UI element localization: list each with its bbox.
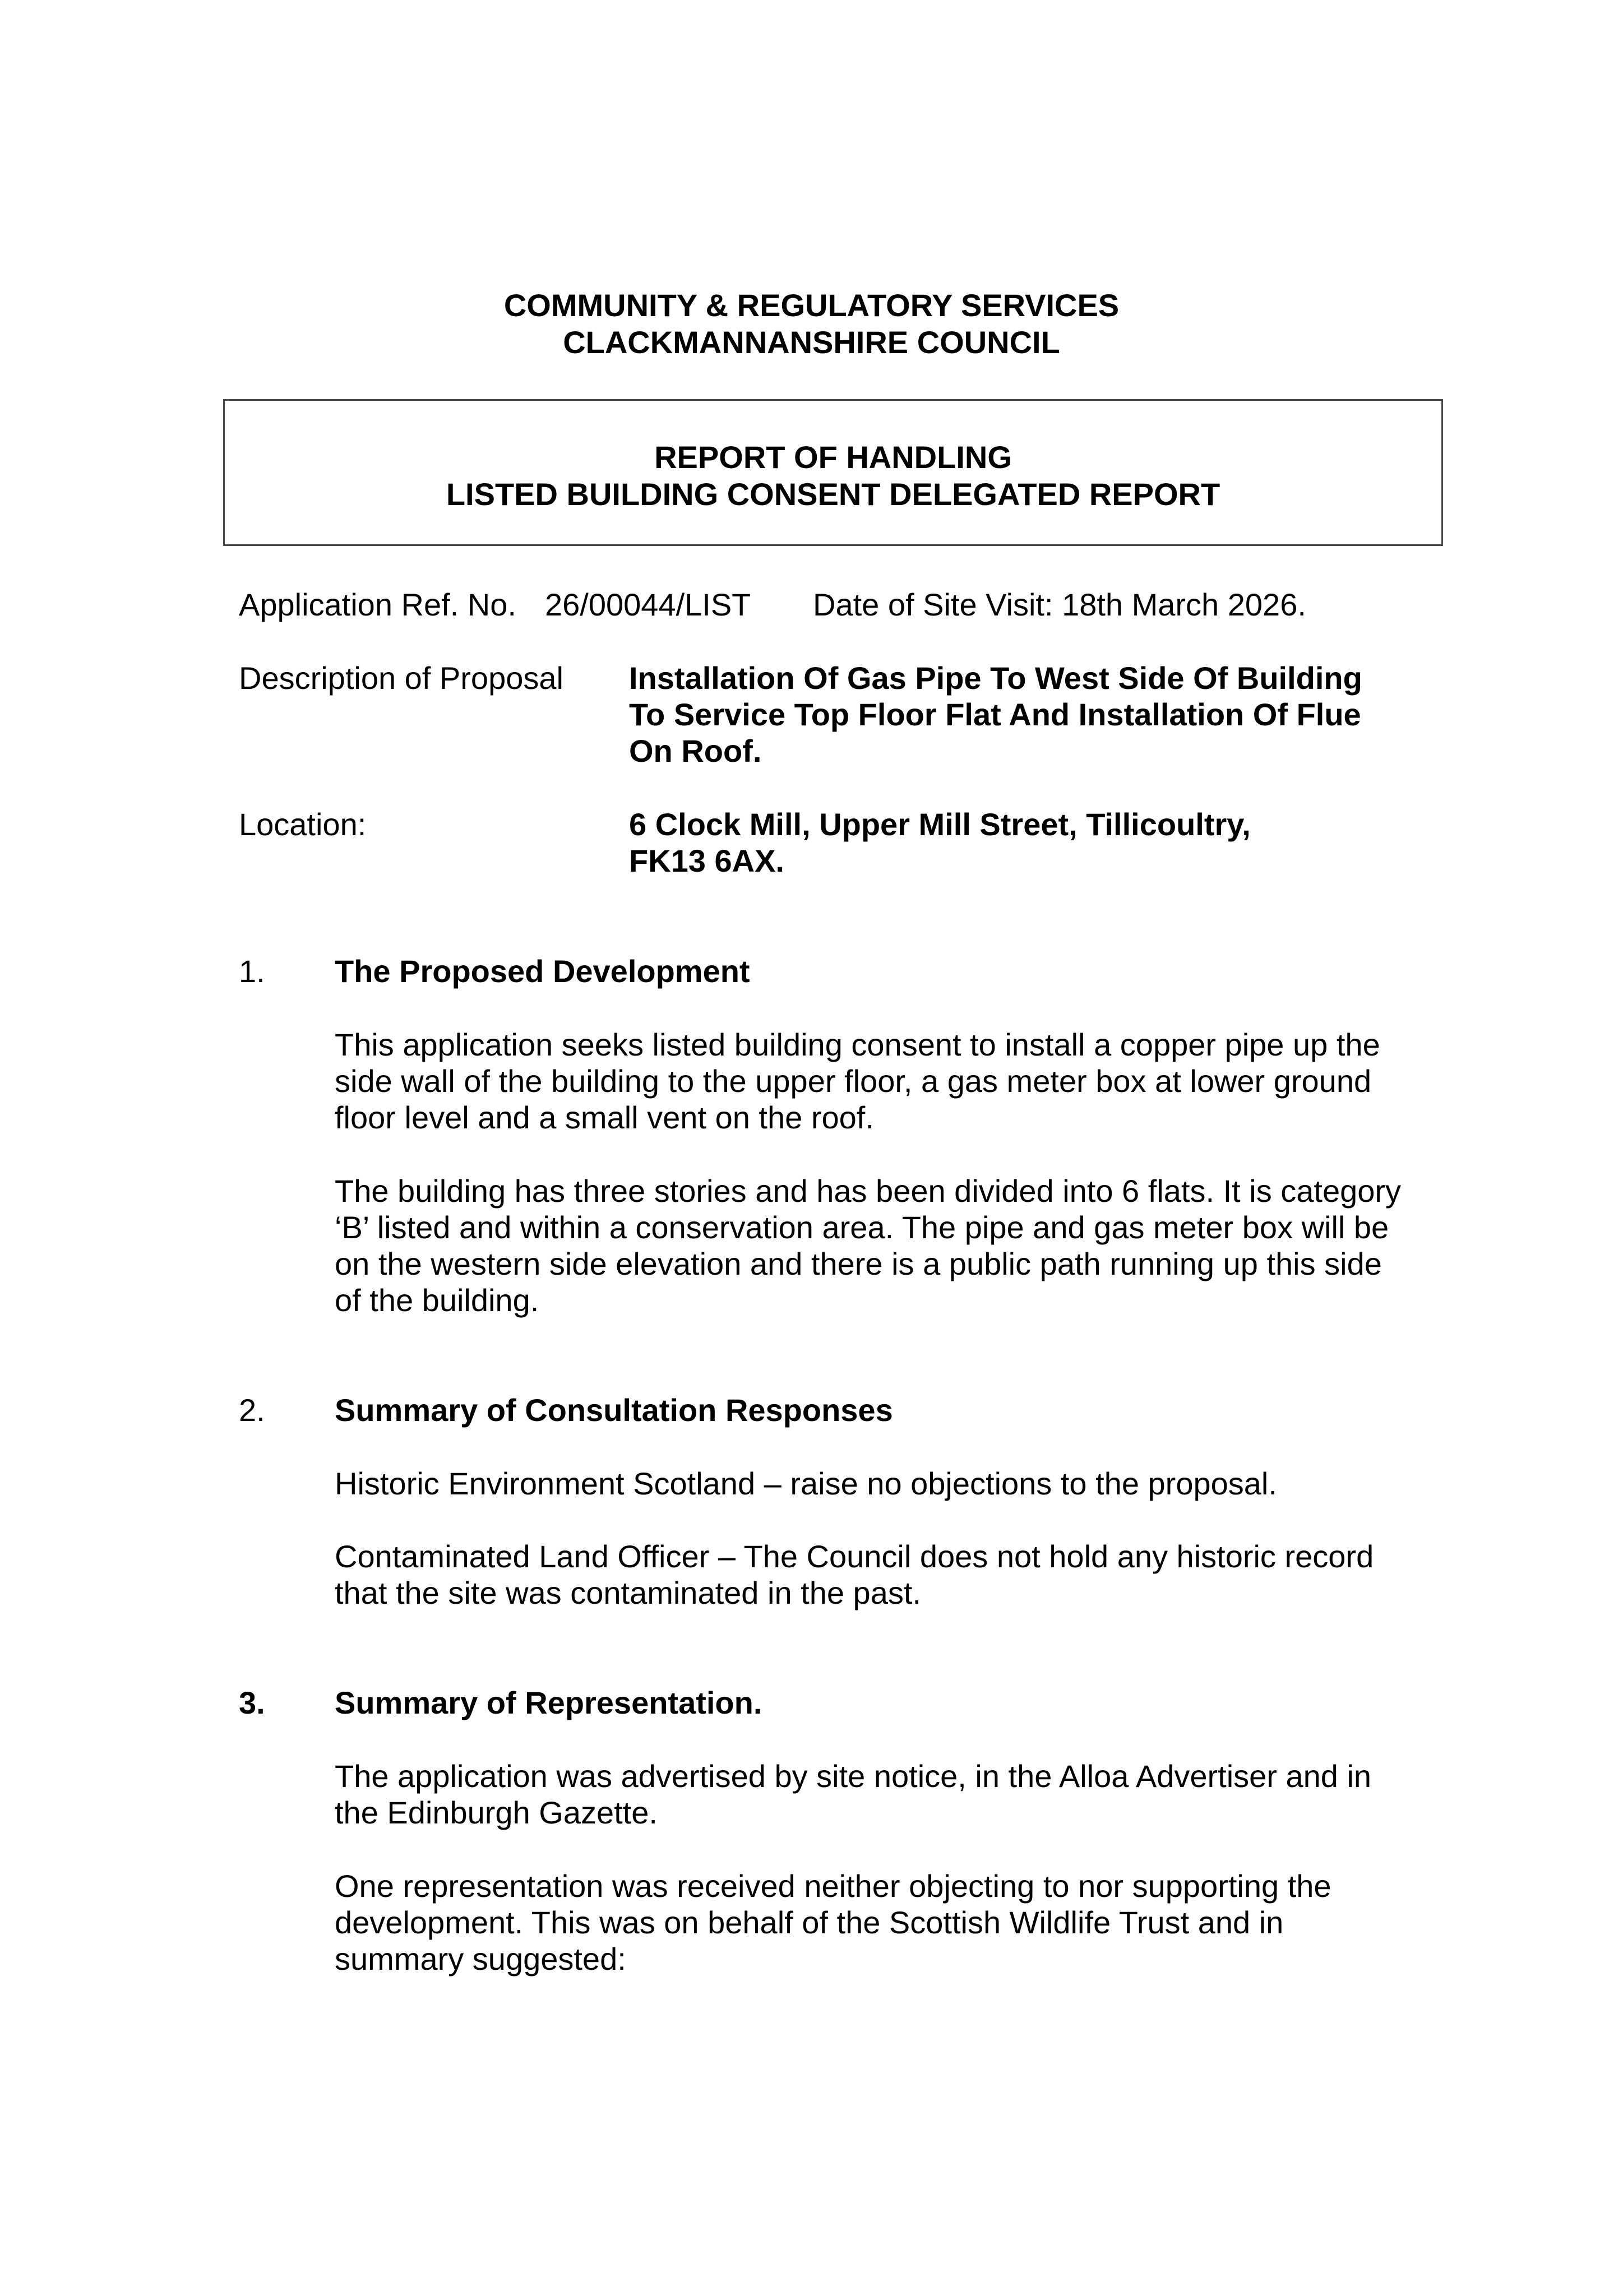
section-title: The Proposed Development: [335, 953, 750, 989]
proposal-label: Description of Proposal: [239, 660, 563, 696]
paragraph-line: that the site was contaminated in the past.: [335, 1575, 921, 1610]
paragraph-line: This application seeks listed building consent to install a copper pipe up the: [335, 1027, 1380, 1062]
section-paragraph: [335, 1173, 1456, 1318]
section-title: Summary of Representation.: [335, 1685, 762, 1720]
section-title: Summary of Consultation Responses: [335, 1392, 893, 1428]
paragraph-line: on the western side elevation and there is a public path running up this side: [335, 1246, 1382, 1281]
location-line: 6 Clock Mill, Upper Mill Street, Tillicoultry,: [629, 807, 1251, 842]
location-line: FK13 6AX.: [629, 843, 784, 878]
report-subtitle: LISTED BUILDING CONSENT DELEGATED REPORT: [446, 476, 1220, 512]
paragraph-line: floor level and a small vent on the roof.: [335, 1100, 874, 1135]
report-title: REPORT OF HANDLING: [654, 439, 1012, 475]
section-number: 3.: [239, 1685, 265, 1720]
section-paragraph: [335, 1465, 1456, 1502]
paragraph-line: Historic Environment Scotland – raise no objections to the proposal.: [335, 1466, 1277, 1501]
paragraph-line: The building has three stories and has been divided into 6 flats. It is category: [335, 1173, 1402, 1209]
paragraph-line: ‘B’ listed and within a conservation area. The pipe and gas meter box will be: [335, 1210, 1389, 1245]
section-paragraph: [335, 1868, 1456, 1977]
application-ref-label: Application Ref. No.: [239, 587, 516, 622]
section-number: 1.: [239, 953, 265, 989]
paragraph-line: The application was advertised by site notice, in the Alloa Advertiser and in: [335, 1758, 1372, 1794]
paragraph-line: side wall of the building to the upper floor, a gas meter box at lower ground: [335, 1063, 1372, 1099]
site-visit-date: Date of Site Visit: 18th March 2026.: [813, 587, 1306, 622]
report-title-box: [223, 399, 1443, 546]
paragraph-line: of the building.: [335, 1283, 539, 1318]
paragraph-line: the Edinburgh Gazette.: [335, 1795, 658, 1830]
paragraph-line: development. This was on behalf of the Scottish Wildlife Trust and in: [335, 1905, 1284, 1940]
section-paragraph: [335, 1538, 1456, 1611]
section-paragraph: [335, 1026, 1456, 1136]
section-number: 2.: [239, 1392, 265, 1428]
proposal-line: Installation Of Gas Pipe To West Side Of Building: [629, 660, 1362, 696]
paragraph-line: Contaminated Land Officer – The Council does not hold any historic record: [335, 1539, 1374, 1574]
paragraph-line: summary suggested:: [335, 1941, 626, 1976]
proposal-line: On Roof.: [629, 733, 762, 769]
department-heading: COMMUNITY & REGULATORY SERVICES: [503, 288, 1120, 323]
paragraph-line: One representation was received neither objecting to nor supporting the: [335, 1868, 1331, 1904]
section-paragraph: [335, 1758, 1456, 1831]
application-ref-value: 26/00044/LIST: [545, 587, 751, 622]
location-label: Location:: [239, 807, 367, 842]
council-heading: CLACKMANNANSHIRE COUNCIL: [563, 325, 1060, 360]
proposal-line: To Service Top Floor Flat And Installation Of Flue: [629, 697, 1361, 732]
